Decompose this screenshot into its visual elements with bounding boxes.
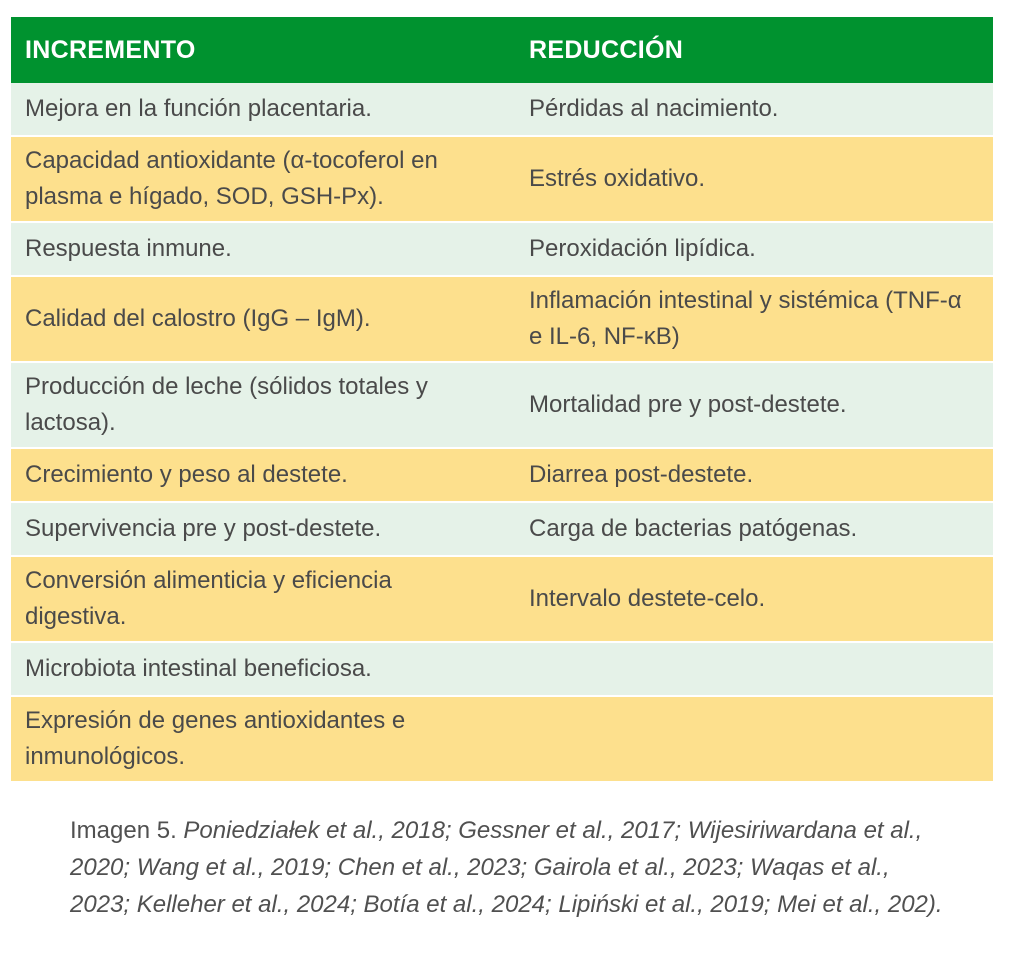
table-row: [11, 222, 993, 276]
cell-incremento: Conversión alimenticia y eficiencia digestiva.: [11, 556, 515, 642]
header-incremento: INCREMENTO: [11, 17, 515, 83]
table-row: [11, 136, 993, 222]
table-row: [11, 362, 993, 448]
table-row: [11, 642, 993, 696]
cell-incremento: Capacidad antioxidante (α-tocoferol en plasma e hígado, SOD, GSH-Px).: [11, 136, 515, 222]
caption-label: Imagen 5.: [70, 817, 184, 844]
cell-reduccion: Mortalidad pre y post-destete.: [515, 362, 993, 448]
table-row: [11, 83, 993, 136]
cell-reduccion: Inflamación intestinal y sistémica (TNF-α e IL-6, NF-κB): [515, 276, 993, 362]
image-caption: [70, 812, 950, 923]
effects-table: [11, 17, 993, 783]
table-row: [11, 448, 993, 502]
table-header-row: [11, 17, 993, 83]
effects-table-container: [11, 17, 993, 783]
header-reduccion: REDUCCIÓN: [515, 17, 993, 83]
cell-incremento: Supervivencia pre y post-destete.: [11, 502, 515, 556]
table-row: [11, 502, 993, 556]
cell-reduccion: [515, 642, 993, 696]
cell-reduccion: Diarrea post-destete.: [515, 448, 993, 502]
cell-reduccion: Intervalo destete-celo.: [515, 556, 993, 642]
cell-reduccion: Pérdidas al nacimiento.: [515, 83, 993, 136]
table-row: [11, 556, 993, 642]
cell-incremento: Crecimiento y peso al destete.: [11, 448, 515, 502]
table-row: [11, 276, 993, 362]
cell-reduccion: Carga de bacterias patógenas.: [515, 502, 993, 556]
cell-incremento: Producción de leche (sólidos totales y lactosa).: [11, 362, 515, 448]
cell-incremento: Expresión de genes antioxidantes e inmunológicos.: [11, 696, 515, 782]
cell-incremento: Mejora en la función placentaria.: [11, 83, 515, 136]
caption-references: Poniedziałek et al., 2018; Gessner et al., 2017; Wijesiriwardana et al., 2020; Wang et al., 2019; Chen et al., 2023; Gairola et al., 2023; Waqas et al., 2023; Kelleher et al., 2024; Botía et al., 2024; Lipiński et al., 2019; Mei et al., 202).: [70, 817, 943, 918]
cell-incremento: Calidad del calostro (IgG – IgM).: [11, 276, 515, 362]
table-row: [11, 696, 993, 782]
cell-incremento: Microbiota intestinal beneficiosa.: [11, 642, 515, 696]
cell-reduccion: [515, 696, 993, 782]
cell-reduccion: Peroxidación lipídica.: [515, 222, 993, 276]
cell-reduccion: Estrés oxidativo.: [515, 136, 993, 222]
cell-incremento: Respuesta inmune.: [11, 222, 515, 276]
